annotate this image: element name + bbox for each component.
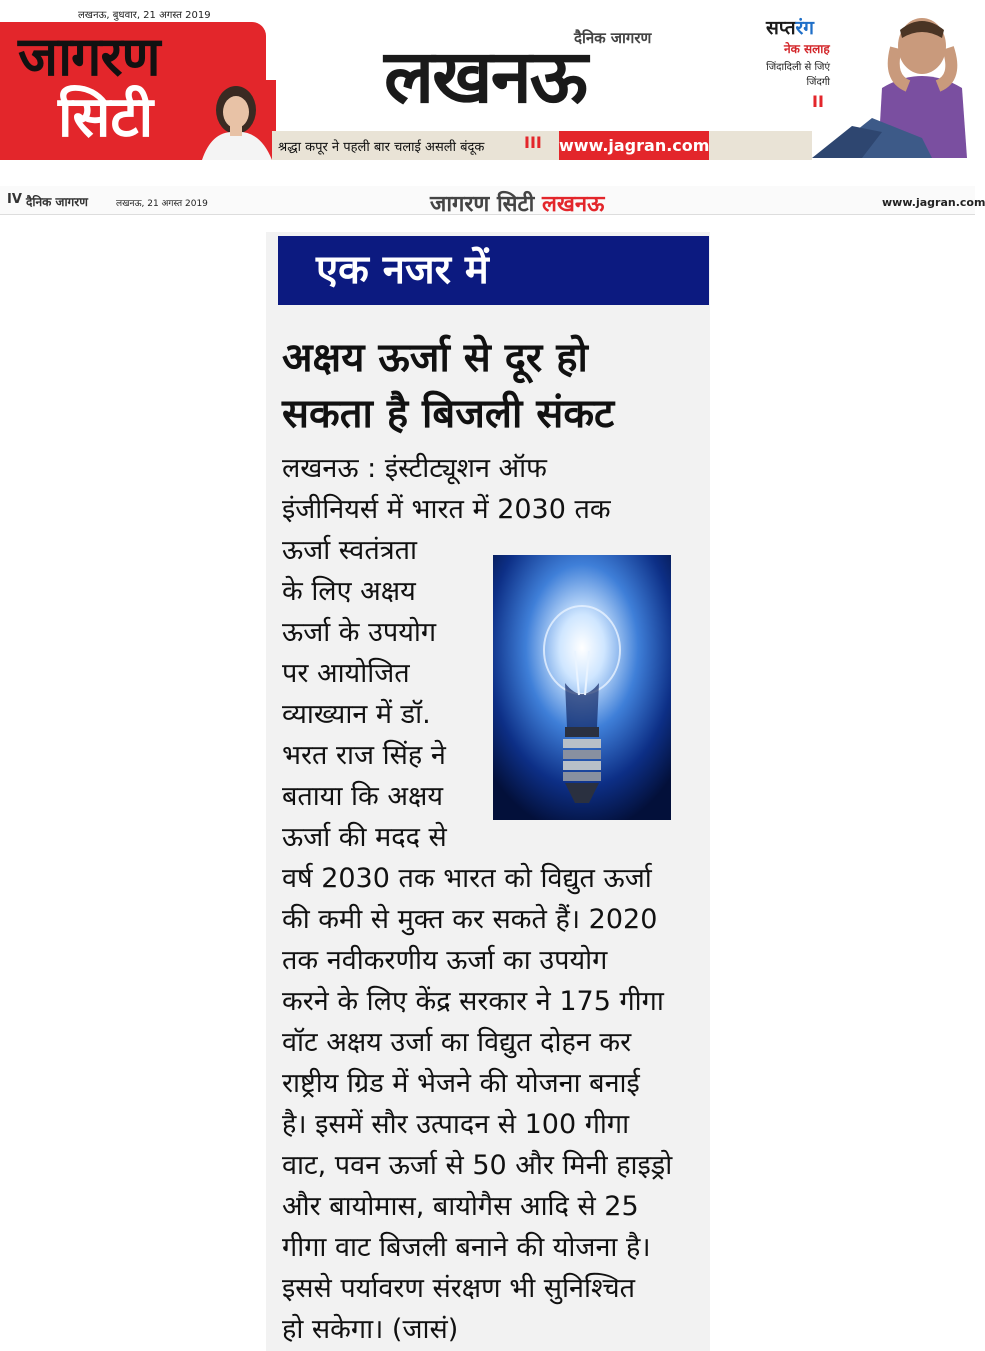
- body-line: राष्ट्रीय ग्रिड में भेजने की योजना बनाई: [282, 1068, 640, 1099]
- body-line: वर्ष 2030 तक भारत को विद्युत ऊर्जा: [282, 863, 652, 894]
- banner-title: एक नजर में: [316, 247, 489, 293]
- dainik-jagran-label: दैनिक जागरण: [574, 29, 652, 47]
- saptrang-logo: सप्तरंग: [766, 17, 814, 39]
- body-line: तक नवीकरणीय ऊर्जा का उपयोग: [282, 945, 608, 976]
- body-line: हो सकेगा। (जासं): [282, 1314, 459, 1345]
- logo-word-jagran: जागरण: [18, 25, 160, 88]
- section-title: जागरण सिटी लखनऊ: [430, 192, 605, 217]
- body-line: भरत राज सिंह ने: [282, 740, 446, 771]
- promo-subtitle: नेक सलाह: [784, 42, 830, 56]
- body-line: इंजीनियर्स में भारत में 2030 तक: [282, 494, 611, 525]
- body-line: गीगा वाट बिजली बनाने की योजना है।: [282, 1232, 651, 1263]
- page-number: IV: [7, 192, 22, 207]
- teaser-page-marker: III: [524, 133, 542, 152]
- article-headline: [282, 330, 702, 442]
- body-line: और बायोमास, बायोगैस आदि से 25: [282, 1191, 639, 1222]
- light-bulb-icon: [493, 555, 671, 820]
- page-website[interactable]: www.jagran.com: [882, 196, 985, 209]
- promo-tagline: जिंदादिली से जिएं जिंदगी: [766, 62, 830, 88]
- body-line: बताया कि अक्षय: [282, 781, 443, 812]
- body-line: ऊर्जा की मदद से: [282, 822, 447, 853]
- thinking-man-photo-icon: [812, 8, 975, 163]
- body-line: है। इसमें सौर उत्पादन से 100 गीगा: [282, 1109, 630, 1140]
- body-line: वाट, पवन ऊर्जा से 50 और मिनी हाइड्रो: [282, 1150, 673, 1181]
- website-link[interactable]: www.jagran.com: [559, 131, 709, 160]
- teaser-text[interactable]: श्रद्धा कपूर ने पहली बार चलाई असली बंदूक: [278, 140, 485, 155]
- body-line: करने के लिए केंद्र सरकार ने 175 गीगा: [282, 986, 664, 1017]
- city-title: लखनऊ: [384, 34, 586, 120]
- body-line: इससे पर्यावरण संरक्षण भी सुनिश्चित: [282, 1273, 636, 1304]
- logo-word-city: सिटी: [58, 85, 154, 150]
- body-line: व्याख्यान में डॉ.: [282, 699, 431, 730]
- body-line: ऊर्जा के उपयोग: [282, 617, 437, 648]
- paper-name: दैनिक जागरण: [26, 195, 88, 209]
- body-line: के लिए अक्षय: [282, 576, 416, 607]
- promo-page-marker: II: [812, 92, 824, 111]
- headline-line: सकता है बिजली संकट: [282, 391, 615, 437]
- masthead-date: लखनऊ, बुधवार, 21 अगस्त 2019: [78, 10, 211, 21]
- body-line: की कमी से मुक्त कर सकते हैं। 2020: [282, 904, 658, 935]
- actress-portrait-icon: [192, 80, 276, 160]
- body-line: पर आयोजित: [282, 658, 410, 689]
- headline-line: अक्षय ऊर्जा से दूर हो: [282, 335, 588, 381]
- body-line: लखनऊ : इंस्टीट्यूशन ऑफ: [282, 453, 547, 484]
- body-line: ऊर्जा स्वतंत्रता: [282, 535, 417, 566]
- body-line: वॉट अक्षय उर्जा का विद्युत दोहन कर: [282, 1027, 632, 1058]
- page-date: लखनऊ, 21 अगस्त 2019: [116, 199, 208, 209]
